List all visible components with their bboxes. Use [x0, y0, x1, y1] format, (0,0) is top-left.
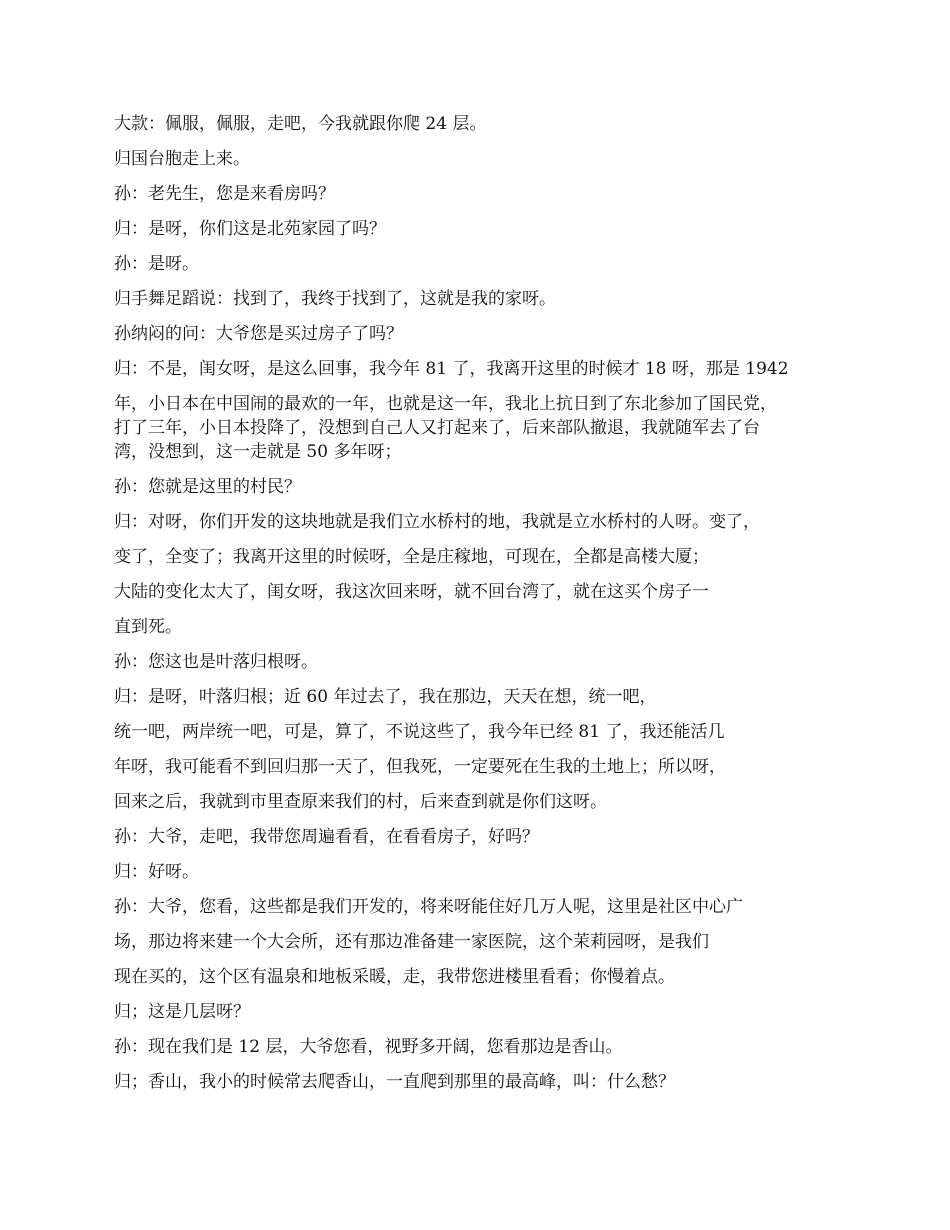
text-line: 孙：现在我们是 12 层，大爷您看，视野多开阔，您看那边是香山。: [114, 1037, 623, 1057]
text-line: 湾，没想到，这一走就是 50 多年呀；: [114, 442, 402, 462]
text-line: 孙：您就是这里的村民？: [114, 477, 301, 497]
text-line: 孙：大爷，您看，这些都是我们开发的，将来呀能住好几万人呢，这里是社区中心广: [114, 897, 743, 917]
text-line: 直到死。: [114, 617, 182, 637]
text-line: 统一吧，两岸统一吧，可是，算了，不说这些了，我今年已经 81 了，我还能活几: [114, 722, 725, 742]
text-line: 归；香山，我小的时候常去爬香山，一直爬到那里的最高峰，叫：什么愁？: [114, 1072, 675, 1092]
text-line: 年，小日本在中国闹的最欢的一年，也就是这一年，我北上抗日到了东北参加了国民党，: [114, 394, 777, 414]
text-line: 归；这是几层呀？: [114, 1002, 250, 1022]
text-line: 归：好呀。: [114, 862, 199, 882]
text-line: 现在买的，这个区有温泉和地板采暖，走，我带您进楼里看看；你慢着点。: [114, 967, 675, 987]
text-line: 场，那边将来建一个大会所，还有那边准备建一家医院，这个茉莉园呀，是我们: [114, 932, 709, 952]
text-line: 大款：佩服，佩服，走吧，今我就跟你爬 24 层。: [114, 114, 487, 134]
text-line: 孙纳闷的问：大爷您是买过房子了吗？: [114, 324, 403, 344]
text-line: 大陆的变化太大了，闺女呀，我这次回来呀，就不回台湾了，就在这买个房子一: [114, 582, 709, 602]
text-line: 年呀，我可能看不到回归那一天了，但我死，一定要死在生我的土地上；所以呀，: [114, 757, 726, 777]
text-line: 归国台胞走上来。: [114, 149, 250, 169]
text-line: 孙：大爷，走吧，我带您周遍看看，在看看房子，好吗？: [114, 827, 539, 847]
text-line: 孙：您这也是叶落归根呀。: [114, 652, 318, 672]
text-line: 回来之后，我就到市里查原来我们的村，后来查到就是你们这呀。: [114, 792, 607, 812]
text-line: 变了，全变了；我离开这里的时候呀，全是庄稼地，可现在，全都是高楼大厦；: [114, 547, 709, 567]
text-line: 归：对呀，你们开发的这块地就是我们立水桥村的地，我就是立水桥村的人呀。变了，: [114, 512, 760, 532]
document-page: [114, 112, 844, 1105]
text-line: 孙：是呀。: [114, 254, 199, 274]
text-line: 归：是呀，你们这是北苑家园了吗？: [114, 219, 386, 239]
text-line: 归：不是，闺女呀，是这么回事，我今年 81 了，我离开这里的时候才 18 呀，那是 1942: [114, 359, 789, 379]
text-line: 归手舞足蹈说：找到了，我终于找到了，这就是我的家呀。: [114, 289, 556, 309]
text-line: 归：是呀，叶落归根；近 60 年过去了，我在那边，天天在想，统一吧，: [114, 687, 657, 707]
text-line: 打了三年，小日本投降了，没想到自己人又打起来了，后来部队撤退，我就随军去了台: [114, 418, 760, 438]
text-line: 孙：老先生，您是来看房吗？: [114, 184, 335, 204]
